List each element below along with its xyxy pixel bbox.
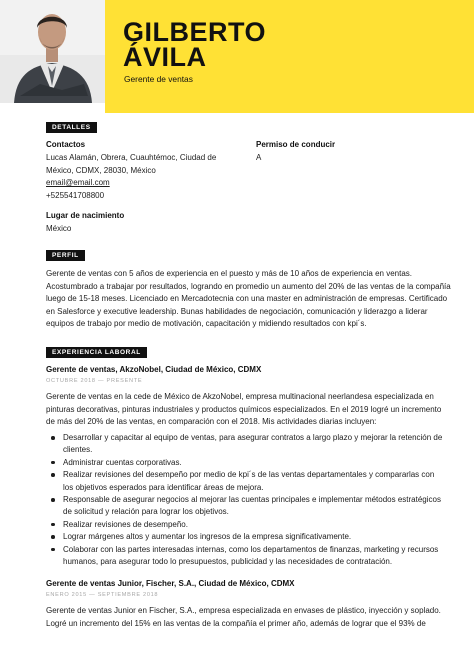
profile-line: luego de 15-18 meses. Licenciado en Mercadotecnia con una master en administración de empresas. Certificado: [46, 294, 448, 303]
header: [0, 0, 474, 113]
profile-line: Gerente de ventas con 5 años de experiencia en el puesto y más de 10 años de experiencia en ventas.: [46, 269, 413, 278]
name-line-first: GILBERTO: [123, 17, 267, 47]
name-line-last: ÁVILA: [123, 42, 207, 72]
license-value: A: [256, 153, 262, 162]
list-item: Realizar revisiones del desempeño por medio de kpi´s de las ventas departamentales y compararlas con: [46, 469, 442, 481]
job-title: Gerente de ventas: [124, 74, 193, 84]
section-tag-experience: EXPERIENCIA LABORAL: [46, 347, 147, 358]
list-item: Colaborar con las partes interesadas internas, como los departamentos de finanzas, marketing y recursos: [46, 544, 442, 556]
profile-photo: [0, 0, 105, 103]
profile-line: equipos de trabajo por medio de motivación, capacitación y midiendo resultados con kpi´s.: [46, 319, 367, 328]
job-2-desc-line: Logré un incremento del 15% en las ventas de la compañía el primer año, además de lograr que el 93% de: [46, 618, 426, 628]
birthplace-label: Lugar de nacimiento: [46, 211, 125, 220]
job-1-desc-line: de más del 20% de las ventas, en comparación con el 2018. Mis actividades diarias incluyen:: [46, 417, 377, 426]
section-tag-details: DETALLES: [46, 122, 97, 133]
person-portrait-icon: [0, 0, 105, 103]
job-1-desc-line: pinturas decorativas, pinturas industriales y productos químicos especializados. En el 2019 logré un incremento: [46, 404, 442, 414]
email-link[interactable]: email@email.com: [46, 178, 110, 187]
job-2-dates: ENERO 2015 — SEPTIEMBRE 2018: [46, 592, 159, 598]
list-item: Administrar cuentas corporativas.: [46, 457, 442, 469]
candidate-name: [123, 17, 267, 72]
list-item-continuation: los objetivos esperados para identificar áreas de mejora.: [63, 482, 264, 492]
job-2-title: Gerente de ventas Junior, Fischer, S.A., Ciudad de México, CDMX: [46, 579, 295, 588]
contacts-label: Contactos: [46, 140, 86, 149]
list-item: Desarrollar y capacitar al equipo de ventas, para asegurar contratos a largo plazo y mejorar la retención de: [46, 432, 442, 444]
license-label: Permiso de conducir: [256, 140, 336, 149]
job-2-desc-line: Gerente de ventas Junior en Fischer, S.A., empresa especializada en envases de plástico, inyección y soplado.: [46, 606, 441, 615]
list-item: Responsable de asegurar negocios al mejorar las cuentas principales e implementar métodos estratégicos: [46, 494, 442, 506]
profile-line: en Salesforce y executive leadership. Bunas habilidades de negociación, comunicación y liderazgo a liderar: [46, 306, 428, 316]
profile-line: Acostumbrado a trabajar por resultados, logrando en promedio un aumento del 20% de las ventas de la compañía: [46, 281, 451, 291]
birthplace-value: México: [46, 224, 72, 233]
job-1-dates: OCTUBRE 2018 — PRESENTE: [46, 378, 143, 384]
job-1-responsibilities: [46, 432, 442, 568]
job-1-title: Gerente de ventas, AkzoNobel, Ciudad de México, CDMX: [46, 365, 262, 374]
list-item-continuation: humanos, para asegurar todo lo presupuestos, publicidad y las necesidades de contratación.: [63, 557, 393, 567]
list-item-continuation: clientes.: [63, 445, 93, 455]
list-item: Lograr márgenes altos y aumentar los ingresos de la empresa significativamente.: [46, 531, 442, 543]
list-item-continuation: de solicitud y relación para lograr los objetivos.: [63, 507, 229, 517]
address-line-2: México, CDMX, 28030, México: [46, 165, 156, 175]
address-line-1: Lucas Alamán, Obrera, Cuauhtémoc, Ciudad de: [46, 153, 217, 162]
section-tag-profile: PERFIL: [46, 250, 85, 261]
job-1-desc-line: Gerente de ventas en la cede de México de AkzoNobel, empresa multinacional neerlandesa especializada en: [46, 392, 434, 401]
list-item: Realizar revisiones de desempeño.: [46, 519, 442, 531]
phone-number: +525541708800: [46, 190, 105, 200]
